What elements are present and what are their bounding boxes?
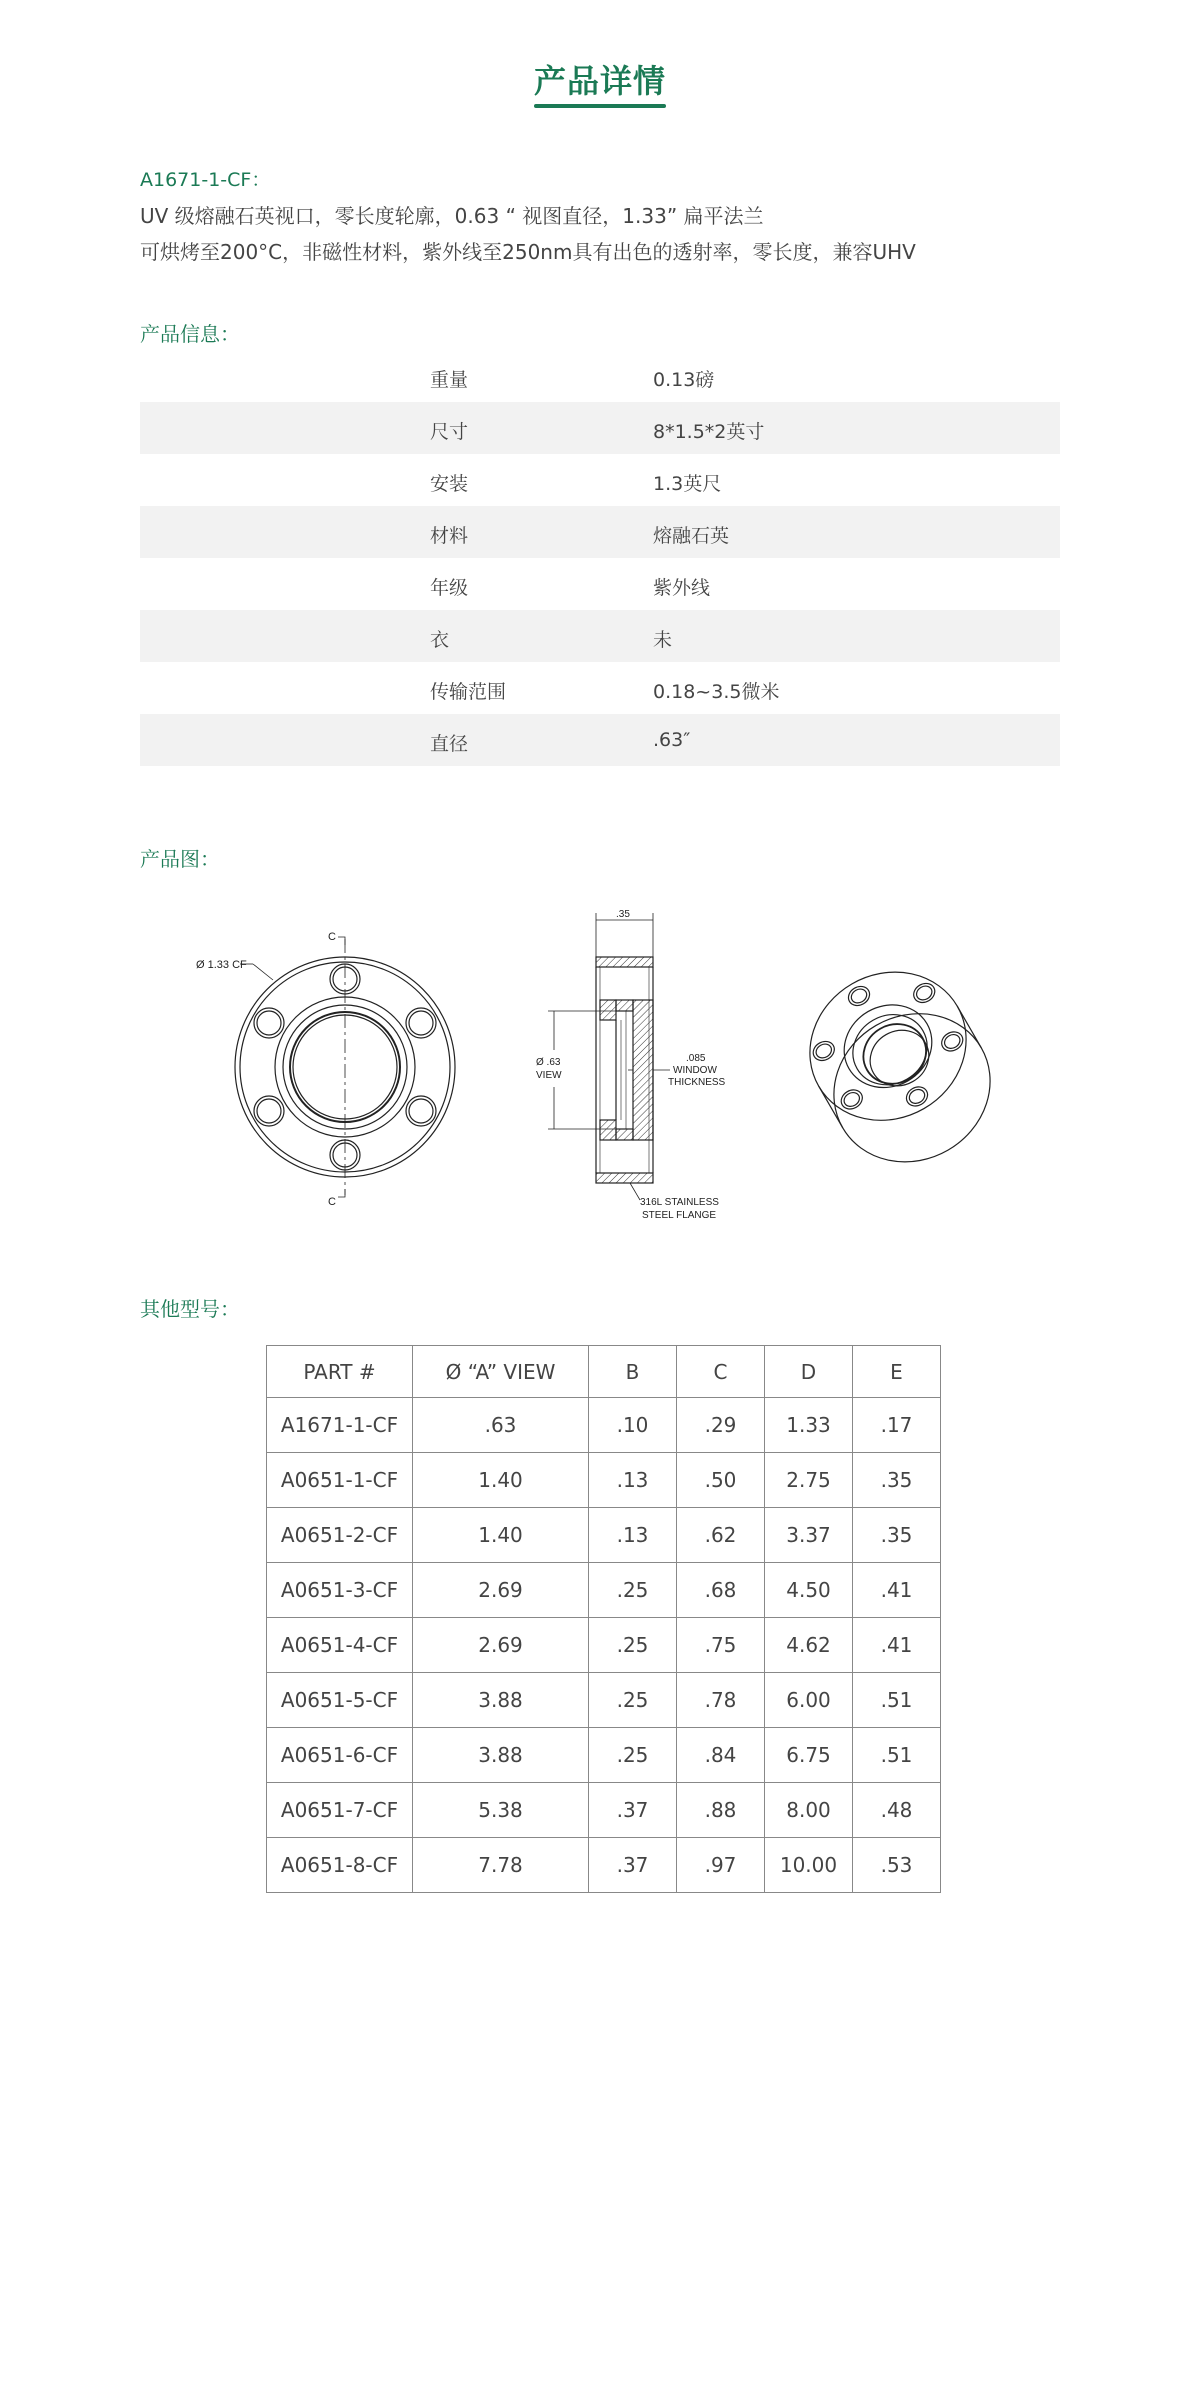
- front-view: [196, 931, 455, 1208]
- window-thickness-value: .085: [686, 1053, 706, 1064]
- thickness-label: THICKNESS: [668, 1077, 726, 1088]
- cell-c: .29: [677, 1398, 765, 1453]
- cell-view: 5.38: [413, 1783, 589, 1838]
- table-header-row: [267, 1346, 941, 1398]
- cell-c: .62: [677, 1508, 765, 1563]
- table-row: [267, 1618, 941, 1673]
- cell-e: .51: [853, 1728, 941, 1783]
- table-row: [267, 1783, 941, 1838]
- cell-part: A0651-2-CF: [267, 1508, 413, 1563]
- cell-c: .78: [677, 1673, 765, 1728]
- product-info-table: [140, 350, 1060, 766]
- flange-material-line-1: 316L STAINLESS: [640, 1197, 719, 1208]
- info-row: [140, 714, 1060, 766]
- model-code: A1671-1-CF：: [140, 169, 271, 191]
- cell-part: A0651-1-CF: [267, 1453, 413, 1508]
- technical-drawing: [140, 895, 1060, 1235]
- title-underline: [534, 104, 666, 108]
- cell-d: 4.50: [765, 1563, 853, 1618]
- cell-b: .10: [589, 1398, 677, 1453]
- info-value: 1.3英尺: [653, 473, 722, 495]
- info-key: 传输范围: [430, 681, 507, 703]
- window-label: WINDOW: [673, 1065, 717, 1076]
- table-row: [267, 1673, 941, 1728]
- table-row: [267, 1563, 941, 1618]
- info-row: [140, 350, 1060, 402]
- description-line-2: 可烘烤至200°C，非磁性材料，紫外线至250nm具有出色的透射率，零长度，兼容UHV: [140, 240, 916, 264]
- product-drawing-label: 产品图：: [140, 847, 220, 871]
- cell-d: 4.62: [765, 1618, 853, 1673]
- cell-part: A0651-6-CF: [267, 1728, 413, 1783]
- cell-b: .37: [589, 1838, 677, 1893]
- info-row: [140, 610, 1060, 662]
- info-key: 直径: [430, 733, 469, 755]
- table-row: [267, 1508, 941, 1563]
- cell-b: .25: [589, 1728, 677, 1783]
- cell-e: .41: [853, 1618, 941, 1673]
- cell-e: .53: [853, 1838, 941, 1893]
- info-key: 安装: [430, 473, 469, 495]
- cell-b: .13: [589, 1508, 677, 1563]
- column-header-b: B: [589, 1346, 677, 1398]
- info-row: [140, 454, 1060, 506]
- other-models-label: 其他型号：: [140, 1297, 240, 1321]
- info-row: [140, 662, 1060, 714]
- cell-e: .41: [853, 1563, 941, 1618]
- section-mark-bottom: C: [328, 1196, 336, 1208]
- column-header-view: Ø “A” VIEW: [413, 1346, 589, 1398]
- width-dimension: .35: [616, 909, 630, 920]
- other-models-table: [266, 1345, 941, 1893]
- info-value: 未: [653, 629, 673, 651]
- cell-b: .25: [589, 1563, 677, 1618]
- cell-b: .25: [589, 1673, 677, 1728]
- info-value: .63″: [653, 729, 691, 751]
- table-row: [267, 1398, 941, 1453]
- info-value: 8*1.5*2英寸: [653, 421, 765, 443]
- cell-part: A0651-7-CF: [267, 1783, 413, 1838]
- info-row: [140, 506, 1060, 558]
- side-view: [536, 909, 726, 1221]
- info-value: 0.18~3.5微米: [653, 681, 780, 703]
- cell-view: 7.78: [413, 1838, 589, 1893]
- cell-c: .97: [677, 1838, 765, 1893]
- cell-e: .48: [853, 1783, 941, 1838]
- info-value: 熔融石英: [653, 525, 730, 547]
- cell-d: 6.75: [765, 1728, 853, 1783]
- cell-d: 2.75: [765, 1453, 853, 1508]
- cell-c: .50: [677, 1453, 765, 1508]
- cell-e: .35: [853, 1508, 941, 1563]
- cell-b: .37: [589, 1783, 677, 1838]
- table-row: [267, 1728, 941, 1783]
- info-key: 年级: [430, 577, 469, 599]
- table-row: [267, 1453, 941, 1508]
- cell-d: 6.00: [765, 1673, 853, 1728]
- cell-view: 2.69: [413, 1618, 589, 1673]
- column-header-part: PART #: [267, 1346, 413, 1398]
- cell-c: .88: [677, 1783, 765, 1838]
- view-dimension-label: VIEW: [536, 1070, 562, 1081]
- info-key: 材料: [430, 525, 469, 547]
- page-title: 产品详情: [533, 62, 666, 100]
- info-value: 0.13磅: [653, 369, 715, 391]
- info-key: 重量: [430, 369, 469, 391]
- info-key: 尺寸: [430, 421, 469, 443]
- description-line-1: UV 级熔融石英视口，零长度轮廓，0.63 “ 视图直径，1.33” 扁平法兰: [140, 204, 764, 228]
- info-value: 紫外线: [653, 577, 711, 599]
- flange-size-label: Ø 1.33 CF: [196, 959, 247, 971]
- cell-d: 1.33: [765, 1398, 853, 1453]
- cell-d: 3.37: [765, 1508, 853, 1563]
- cell-part: A0651-8-CF: [267, 1838, 413, 1893]
- cell-part: A0651-5-CF: [267, 1673, 413, 1728]
- cell-b: .25: [589, 1618, 677, 1673]
- cell-e: .17: [853, 1398, 941, 1453]
- column-header-d: D: [765, 1346, 853, 1398]
- cell-c: .68: [677, 1563, 765, 1618]
- cell-view: 3.88: [413, 1728, 589, 1783]
- cell-part: A1671-1-CF: [267, 1398, 413, 1453]
- cell-e: .35: [853, 1453, 941, 1508]
- cell-view: 2.69: [413, 1563, 589, 1618]
- cell-part: A0651-3-CF: [267, 1563, 413, 1618]
- info-row: [140, 558, 1060, 610]
- cell-d: 8.00: [765, 1783, 853, 1838]
- cell-e: .51: [853, 1673, 941, 1728]
- info-key: 衣: [430, 629, 450, 651]
- cell-c: .75: [677, 1618, 765, 1673]
- info-row: [140, 402, 1060, 454]
- isometric-view: [783, 944, 1018, 1190]
- view-dimension-value: Ø .63: [536, 1057, 561, 1068]
- cell-view: 3.88: [413, 1673, 589, 1728]
- cell-view: .63: [413, 1398, 589, 1453]
- table-row: [267, 1838, 941, 1893]
- product-drawings: [140, 895, 1060, 1235]
- cell-d: 10.00: [765, 1838, 853, 1893]
- cell-b: .13: [589, 1453, 677, 1508]
- product-info-label: 产品信息：: [140, 322, 240, 346]
- cell-view: 1.40: [413, 1453, 589, 1508]
- cell-part: A0651-4-CF: [267, 1618, 413, 1673]
- cell-view: 1.40: [413, 1508, 589, 1563]
- column-header-e: E: [853, 1346, 941, 1398]
- cell-c: .84: [677, 1728, 765, 1783]
- column-header-c: C: [677, 1346, 765, 1398]
- flange-material-line-2: STEEL FLANGE: [642, 1210, 717, 1221]
- section-mark-top: C: [328, 931, 336, 943]
